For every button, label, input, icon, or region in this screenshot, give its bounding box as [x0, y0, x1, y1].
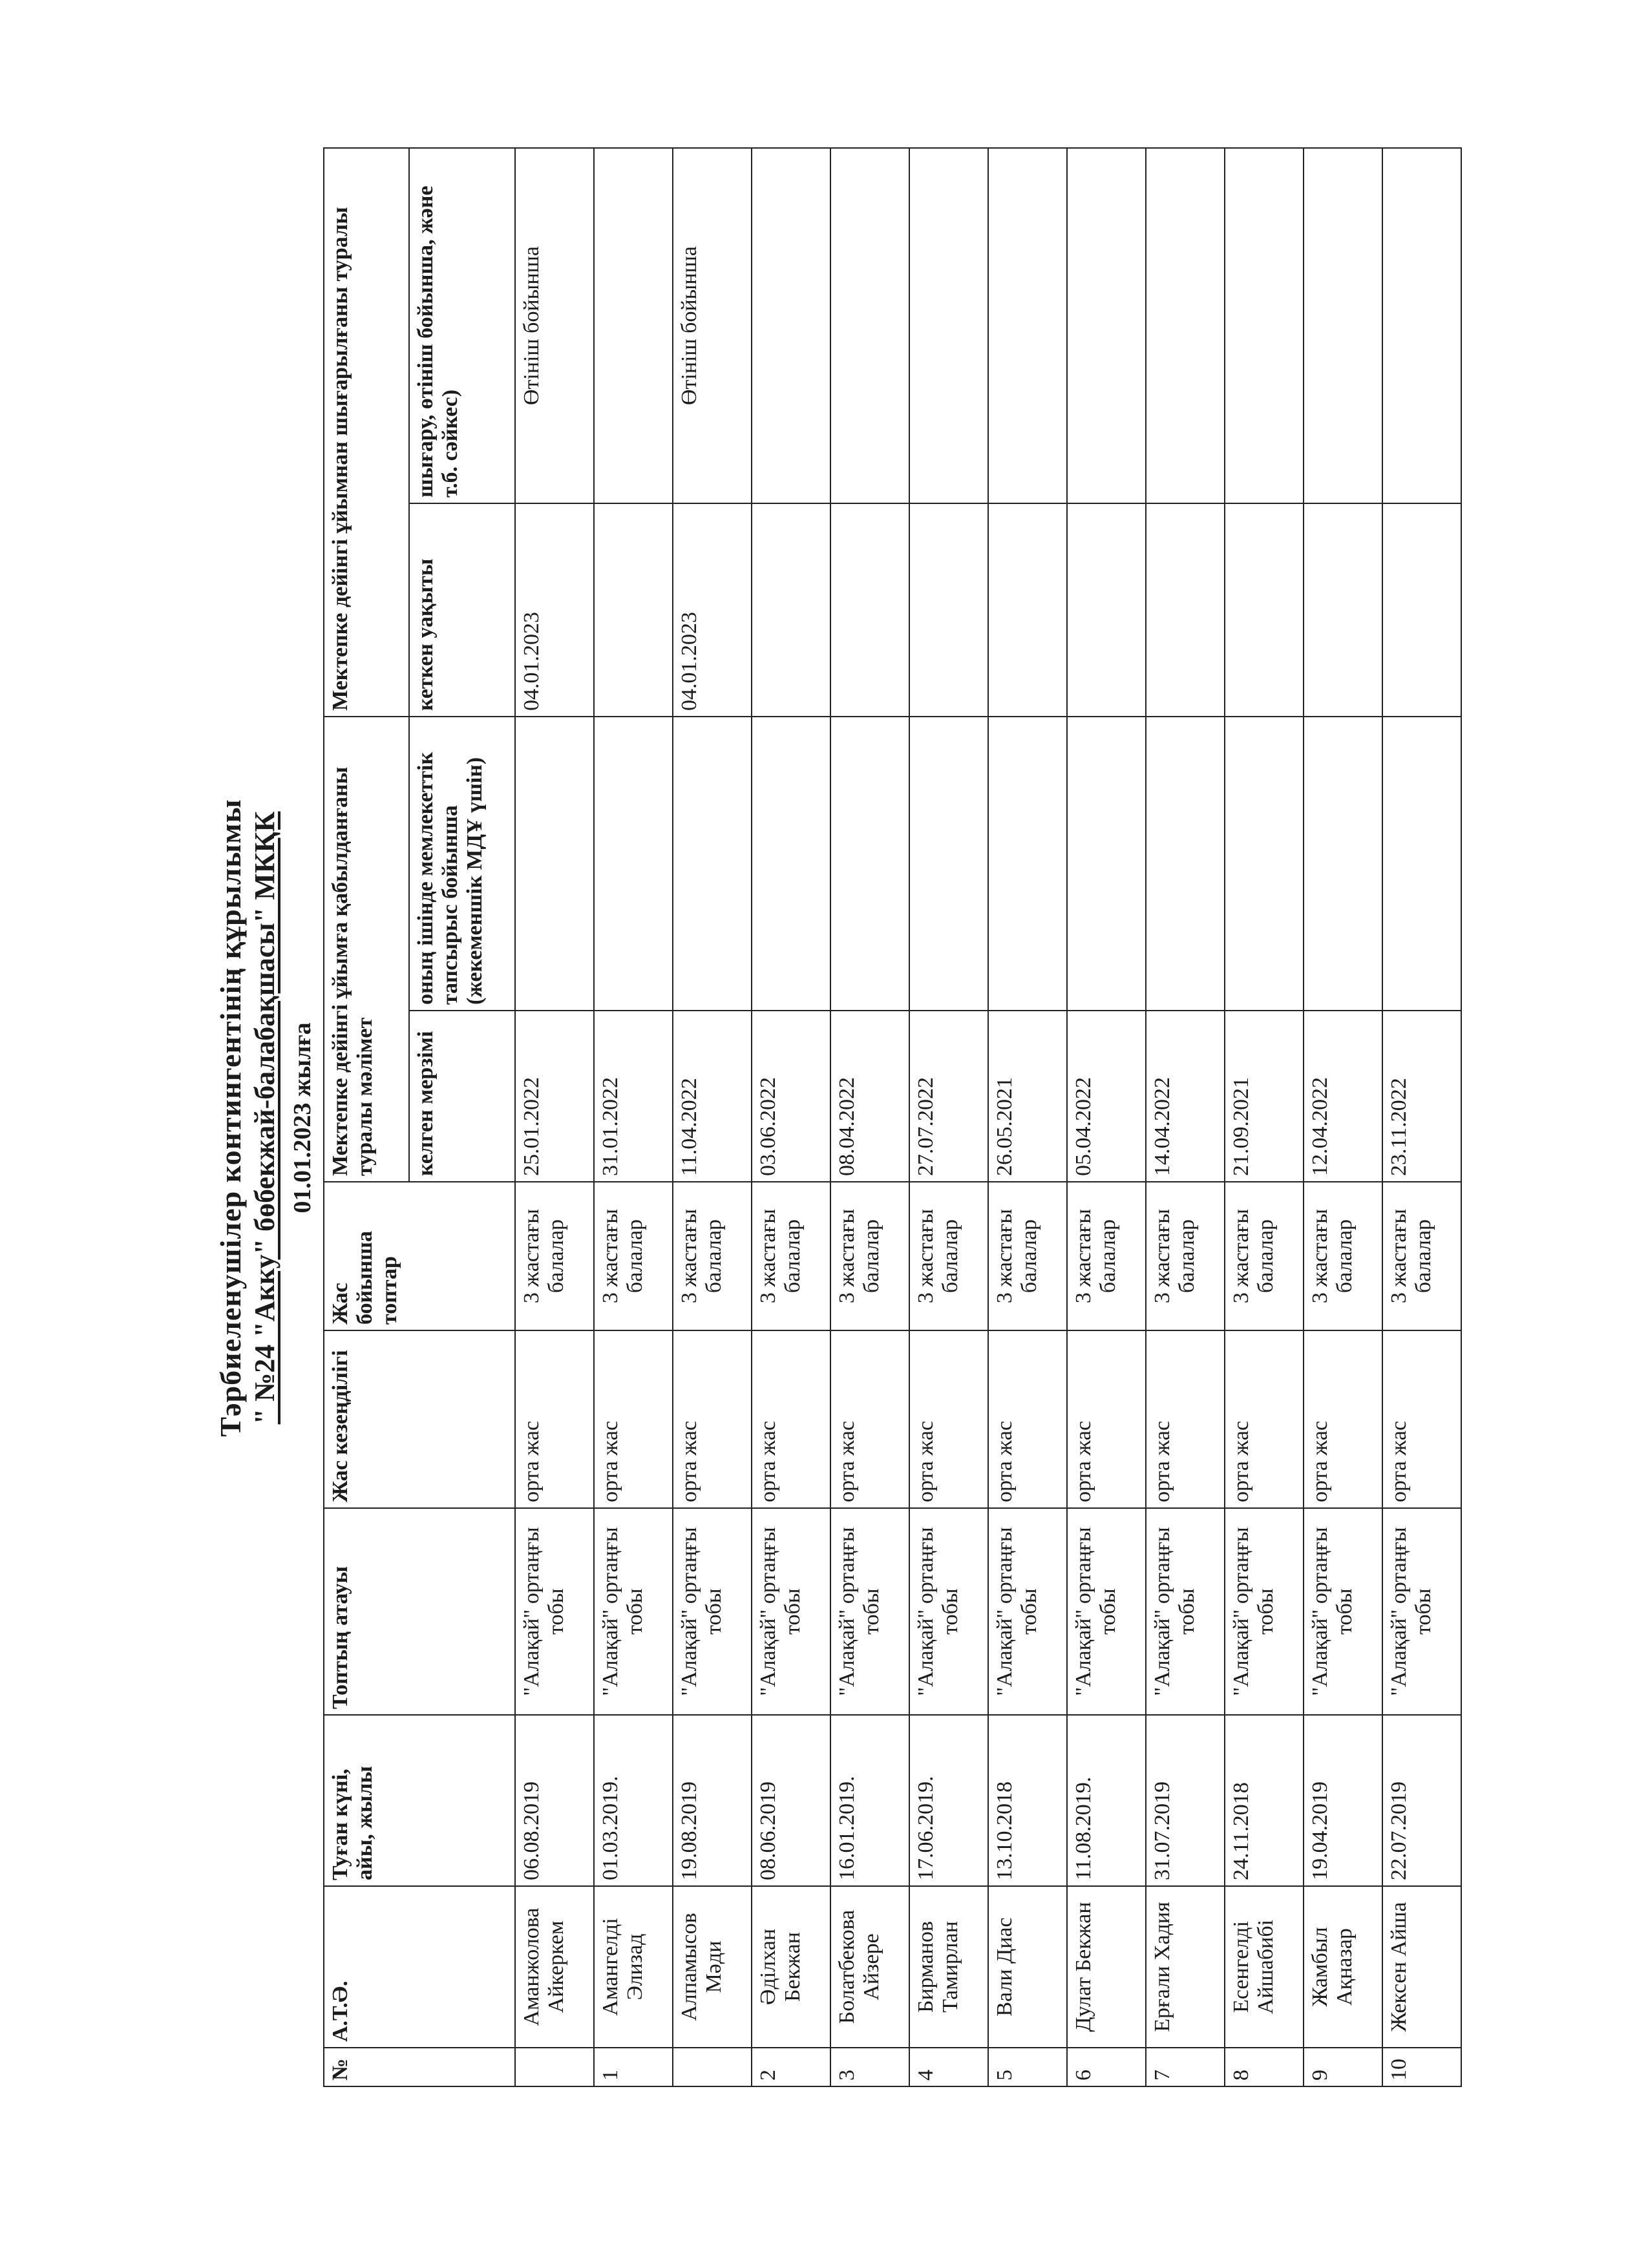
cell-name: Болатбекова Айзере	[830, 1886, 909, 2048]
cell-num: 10	[1382, 2048, 1461, 2086]
cell-name: Вали Диас	[988, 1886, 1067, 2048]
cell-num: 2	[752, 2048, 830, 2086]
cell-num: 3	[830, 2048, 909, 2086]
header-admitted-state: оның ішінде мемлекеттік тапсырыс бойынша (жекеменшік МДҰ үшін)	[409, 717, 515, 1011]
header-birth: Туған күні, айы, жылы	[324, 1715, 515, 1886]
header-discharged: Мектепке дейінгі ұйымнан шығарылғаны туралы	[324, 148, 409, 717]
cell-state-order	[1146, 717, 1225, 1011]
cell-name: Жексен Айша	[1382, 1886, 1461, 2048]
cell-reason: Өтініш бойынша	[515, 148, 594, 503]
cell-name: Ерғали Хадия	[1146, 1886, 1225, 2048]
cell-age-group: 3 жастағы балалар	[1067, 1182, 1146, 1330]
cell-state-order	[594, 717, 673, 1011]
cell-group: "Алақай" ортаңғы тобы	[1225, 1508, 1304, 1715]
cell-state-order	[1225, 717, 1304, 1011]
cell-reason	[830, 148, 909, 503]
cell-age-period: орта жас	[1146, 1330, 1225, 1508]
table-row	[752, 148, 830, 2086]
cell-age-group: 3 жастағы балалар	[988, 1182, 1067, 1330]
rotated-content	[213, 149, 1648, 2087]
cell-reason	[752, 148, 830, 503]
cell-num: 5	[988, 2048, 1067, 2086]
cell-name: Дулат Бекжан	[1067, 1886, 1146, 2048]
header-name: А.Т.Ә.	[324, 1886, 515, 2048]
cell-arrived-date: 03.06.2022	[752, 1011, 830, 1182]
cell-state-order	[673, 717, 752, 1011]
cell-left-date: 04.01.2023	[673, 503, 752, 717]
cell-age-group: 3 жастағы балалар	[830, 1182, 909, 1330]
table-row	[515, 148, 594, 2086]
cell-left-date	[830, 503, 909, 717]
cell-state-order	[988, 717, 1067, 1011]
header-age-groups: Жас бойынша топтар	[324, 1182, 515, 1330]
cell-reason	[1382, 148, 1461, 503]
cell-group: "Алақай" ортаңғы тобы	[909, 1508, 988, 1715]
cell-left-date	[1067, 503, 1146, 717]
table-row	[1146, 148, 1225, 2086]
cell-arrived-date: 31.01.2022	[594, 1011, 673, 1182]
cell-left-date	[909, 503, 988, 717]
cell-arrived-date: 11.04.2022	[673, 1011, 752, 1182]
cell-arrived-date: 25.01.2022	[515, 1011, 594, 1182]
cell-arrived-date: 14.04.2022	[1146, 1011, 1225, 1182]
cell-state-order	[830, 717, 909, 1011]
cell-age-period: орта жас	[830, 1330, 909, 1508]
cell-group: "Алақай" ортаңғы тобы	[1382, 1508, 1461, 1715]
cell-state-order	[1304, 717, 1382, 1011]
cell-left-date: 04.01.2023	[515, 503, 594, 717]
cell-num	[515, 2048, 594, 2086]
header-num: №	[324, 2048, 515, 2086]
cell-state-order	[909, 717, 988, 1011]
cell-group: "Алақай" ортаңғы тобы	[1146, 1508, 1225, 1715]
cell-age-group: 3 жастағы балалар	[515, 1182, 594, 1330]
cell-reason	[909, 148, 988, 503]
cell-reason	[1146, 148, 1225, 503]
cell-arrived-date: 12.04.2022	[1304, 1011, 1382, 1182]
cell-left-date	[752, 503, 830, 717]
cell-num: 9	[1304, 2048, 1382, 2086]
cell-arrived-date: 23.11.2022	[1382, 1011, 1461, 1182]
cell-state-order	[1382, 717, 1461, 1011]
header-discharged-date: кеткен уақыты	[409, 503, 515, 717]
cell-left-date	[1304, 503, 1382, 717]
cell-group: "Алақай" ортаңғы тобы	[830, 1508, 909, 1715]
cell-birth: 24.11.2018	[1225, 1715, 1304, 1886]
header-admitted: Мектепке дейінгі ұйымға қабылданғаны туралы мәлімет	[324, 717, 409, 1182]
cell-arrived-date: 05.04.2022	[1067, 1011, 1146, 1182]
header-group-name: Топтың атауы	[324, 1508, 515, 1715]
cell-num: 7	[1146, 2048, 1225, 2086]
cell-name: Аманжолова Айкеркем	[515, 1886, 594, 2048]
table-row	[1382, 148, 1461, 2086]
cell-age-group: 3 жастағы балалар	[1304, 1182, 1382, 1330]
cell-reason: Өтініш бойынша	[673, 148, 752, 503]
cell-arrived-date: 08.04.2022	[830, 1011, 909, 1182]
cell-num: 8	[1225, 2048, 1304, 2086]
contingent-table	[323, 147, 1462, 2087]
cell-birth: 11.08.2019.	[1067, 1715, 1146, 1886]
cell-age-period: орта жас	[515, 1330, 594, 1508]
cell-birth: 22.07.2019	[1382, 1715, 1461, 1886]
cell-num	[673, 2048, 752, 2086]
cell-arrived-date: 21.09.2021	[1225, 1011, 1304, 1182]
cell-left-date	[594, 503, 673, 717]
cell-state-order	[752, 717, 830, 1011]
cell-arrived-date: 26.05.2021	[988, 1011, 1067, 1182]
cell-num: 1	[594, 2048, 673, 2086]
table-row	[594, 148, 673, 2086]
cell-age-group: 3 жастағы балалар	[594, 1182, 673, 1330]
organization-name: " №24 "Акку" бөбекжай-балабақшасы" МКҚК	[249, 811, 280, 1425]
document-subtitle	[248, 149, 281, 2087]
cell-group: "Алақай" ортаңғы тобы	[515, 1508, 594, 1715]
cell-name: Жамбыл Ақназар	[1304, 1886, 1382, 2048]
cell-age-period: орта жас	[673, 1330, 752, 1508]
cell-age-group: 3 жастағы балалар	[1382, 1182, 1461, 1330]
cell-age-period: орта жас	[752, 1330, 830, 1508]
cell-birth: 01.03.2019.	[594, 1715, 673, 1886]
cell-birth: 17.06.2019.	[909, 1715, 988, 1886]
cell-num: 6	[1067, 2048, 1146, 2086]
cell-state-order	[1067, 717, 1146, 1011]
cell-name: Амангелді Элизад	[594, 1886, 673, 2048]
cell-group: "Алақай" ортаңғы тобы	[988, 1508, 1067, 1715]
cell-birth: 19.04.2019	[1304, 1715, 1382, 1886]
table-row	[988, 148, 1067, 2086]
cell-group: "Алақай" ортаңғы тобы	[752, 1508, 830, 1715]
header-admitted-date: келген мерзімі	[409, 1011, 515, 1182]
table-row	[1225, 148, 1304, 2086]
table-row	[1067, 148, 1146, 2086]
cell-age-period: орта жас	[594, 1330, 673, 1508]
cell-birth: 19.08.2019	[673, 1715, 752, 1886]
cell-reason	[1067, 148, 1146, 503]
document-date: 01.01.2023 жылға	[289, 1022, 316, 1213]
cell-group: "Алақай" ортаңғы тобы	[594, 1508, 673, 1715]
cell-age-group: 3 жастағы балалар	[909, 1182, 988, 1330]
header-discharged-reason: шығару, өтініш бойынша, және т.б. сәйкес)	[409, 148, 515, 503]
cell-name: Бирманов Тамирлан	[909, 1886, 988, 2048]
cell-group: "Алақай" ортаңғы тобы	[1304, 1508, 1382, 1715]
cell-age-period: орта жас	[1304, 1330, 1382, 1508]
cell-left-date	[1382, 503, 1461, 717]
cell-name: Алпамысов Мәди	[673, 1886, 752, 2048]
cell-birth: 06.08.2019	[515, 1715, 594, 1886]
cell-birth: 13.10.2018	[988, 1715, 1067, 1886]
cell-age-group: 3 жастағы балалар	[752, 1182, 830, 1330]
cell-birth: 08.06.2019	[752, 1715, 830, 1886]
cell-birth: 16.01.2019.	[830, 1715, 909, 1886]
cell-age-period: орта жас	[909, 1330, 988, 1508]
cell-state-order	[515, 717, 594, 1011]
cell-age-group: 3 жастағы балалар	[1225, 1182, 1304, 1330]
header-age-period: Жас кезеңділігі	[324, 1330, 515, 1508]
cell-left-date	[1146, 503, 1225, 717]
table-row	[830, 148, 909, 2086]
cell-age-period: орта жас	[1225, 1330, 1304, 1508]
cell-age-group: 3 жастағы балалар	[1146, 1182, 1225, 1330]
cell-left-date	[1225, 503, 1304, 717]
cell-reason	[1304, 148, 1382, 503]
cell-age-period: орта жас	[1067, 1330, 1146, 1508]
cell-birth: 31.07.2019	[1146, 1715, 1225, 1886]
cell-group: "Алақай" ортаңғы тобы	[1067, 1508, 1146, 1715]
cell-name: Әділхан Бекжан	[752, 1886, 830, 2048]
cell-left-date	[988, 503, 1067, 717]
cell-reason	[1225, 148, 1304, 503]
cell-age-period: орта жас	[988, 1330, 1067, 1508]
cell-age-period: орта жас	[1382, 1330, 1461, 1508]
document-title: Тәрбиеленушілер контингентінің құрылымы	[214, 799, 247, 1437]
table-row	[909, 148, 988, 2086]
cell-num: 4	[909, 2048, 988, 2086]
table-row	[1304, 148, 1382, 2086]
cell-name: Есенгелді Айшабибі	[1225, 1886, 1304, 2048]
cell-reason	[594, 148, 673, 503]
cell-reason	[988, 148, 1067, 503]
table-body	[515, 148, 1461, 2086]
cell-arrived-date: 27.07.2022	[909, 1011, 988, 1182]
cell-group: "Алақай" ортаңғы тобы	[673, 1508, 752, 1715]
table-row	[673, 148, 752, 2086]
cell-age-group: 3 жастағы балалар	[673, 1182, 752, 1330]
